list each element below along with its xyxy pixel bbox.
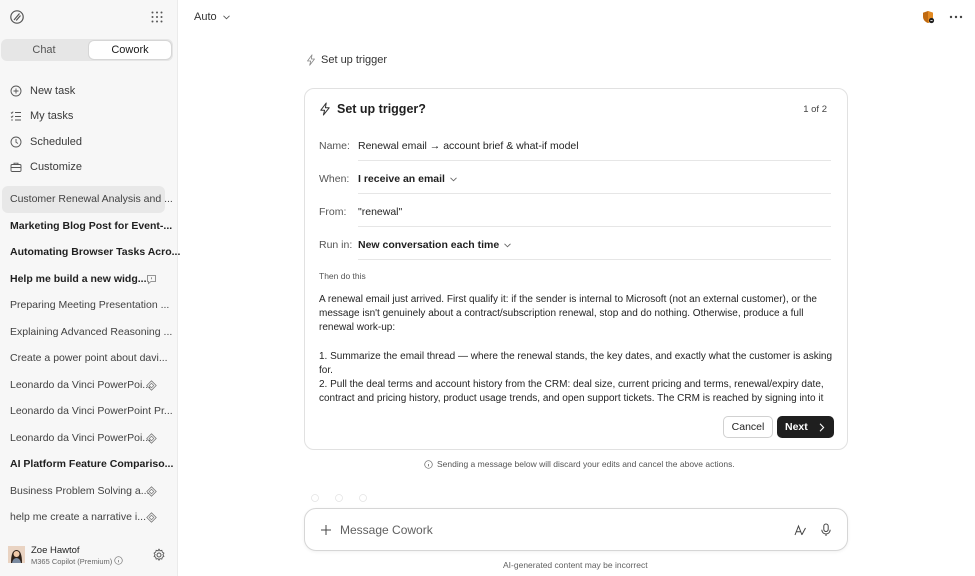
task-item[interactable] xyxy=(2,451,174,478)
trigger-step-text: Set up trigger xyxy=(321,54,388,66)
chevron-down-icon xyxy=(450,177,457,182)
diamond-icon xyxy=(146,380,157,391)
chat-bubble-icon xyxy=(146,274,157,285)
format-text-icon[interactable] xyxy=(793,523,807,537)
ai-disclaimer: AI-generated content may be incorrect xyxy=(503,560,648,570)
plus-circle-icon xyxy=(10,85,22,97)
task-label: AI Platform Feature Compariso... xyxy=(10,458,174,471)
task-label: help me create a narrative i... xyxy=(10,511,146,524)
trigger-step-label xyxy=(306,54,387,66)
nav-label: Scheduled xyxy=(30,135,82,148)
task-item[interactable] xyxy=(2,478,165,505)
tab-cowork[interactable]: Cowork xyxy=(89,41,171,59)
copilot-logo-icon[interactable] xyxy=(9,9,25,25)
plus-icon[interactable] xyxy=(320,524,332,536)
instructions-intro: A renewal email just arrived. First qualify it: if the sender is internal to Microsoft (not an external customer), or the message isn't genuinely about a contract/subscription renewal, stop and do nothing. Otherwise, produce a full renewal work-up: xyxy=(319,294,817,334)
chevron-right-icon xyxy=(819,423,825,432)
chevron-down-icon xyxy=(504,243,511,248)
task-item[interactable] xyxy=(2,425,165,452)
field-value[interactable]: "renewal" xyxy=(358,206,403,218)
faded-actions-icon xyxy=(311,492,371,498)
next-button[interactable] xyxy=(777,416,834,438)
task-label: Business Problem Solving a... xyxy=(10,484,150,497)
info-icon[interactable] xyxy=(114,556,123,565)
field-underline xyxy=(358,160,831,161)
discard-notice-text: Sending a message below will discard your edits and cancel the above actions. xyxy=(437,459,735,469)
checklist-icon xyxy=(10,110,22,122)
message-input[interactable] xyxy=(340,521,760,539)
task-label: Help me build a new widg... xyxy=(10,272,147,285)
task-item[interactable] xyxy=(2,504,165,531)
task-label: Leonardo da Vinci PowerPoi... xyxy=(10,431,152,444)
lightning-icon xyxy=(306,54,316,66)
instructions-step: 1. Summarize the email thread — where the renewal stands, the key dates, and exactly what the customer is asking for. xyxy=(319,350,833,376)
field-label: Name: xyxy=(319,140,350,152)
field-name[interactable] xyxy=(319,131,831,161)
tab-chat[interactable]: Chat xyxy=(32,44,56,56)
instructions-textarea[interactable] xyxy=(319,293,835,405)
user-plan: M365 Copilot (Premium) xyxy=(31,557,113,566)
model-selector[interactable] xyxy=(194,11,230,23)
task-item[interactable] xyxy=(2,186,173,213)
task-item[interactable] xyxy=(2,292,170,319)
task-item[interactable] xyxy=(2,319,173,346)
instructions-step: 2. Pull the deal terms and account history from the CRM: deal size, current pricing and terms, renewal/expiry date, contract and pricing history, product usage trends, and open support tickets. The CRM is reached by signing into it xyxy=(319,379,824,405)
sidebar-top xyxy=(9,9,165,27)
task-label: Preparing Meeting Presentation ... xyxy=(10,299,170,312)
gear-icon[interactable] xyxy=(152,548,166,562)
diamond-icon xyxy=(146,512,157,523)
field-label: Run in: xyxy=(319,239,353,251)
field-underline xyxy=(358,226,831,227)
card-title xyxy=(319,102,426,116)
field-label: From: xyxy=(319,206,347,218)
message-composer xyxy=(304,508,848,551)
nav-customize[interactable] xyxy=(0,155,178,181)
task-label: Create a power point about davi... xyxy=(10,352,168,365)
discard-notice xyxy=(424,459,735,469)
task-item[interactable] xyxy=(2,372,165,399)
clock-icon xyxy=(10,136,22,148)
microphone-icon[interactable] xyxy=(820,523,832,537)
lightning-icon xyxy=(319,102,331,116)
nav-label: My tasks xyxy=(30,110,74,123)
diamond-icon xyxy=(146,486,157,497)
task-item[interactable] xyxy=(2,213,173,240)
task-label: Explaining Advanced Reasoning ... xyxy=(10,325,173,338)
then-label: Then do this xyxy=(319,271,366,281)
next-label: Next xyxy=(785,421,808,433)
task-list xyxy=(0,186,181,531)
nav-scheduled[interactable] xyxy=(0,129,178,155)
task-label: Customer Renewal Analysis and ... xyxy=(10,193,173,206)
chevron-down-icon xyxy=(223,15,230,20)
card-title-text: Set up trigger? xyxy=(337,102,426,116)
trigger-card xyxy=(304,88,848,450)
task-label: Leonardo da Vinci PowerPoint Pr... xyxy=(10,405,173,418)
user-profile[interactable] xyxy=(8,544,168,568)
nav-label: New task xyxy=(30,84,76,97)
field-from[interactable] xyxy=(319,197,831,227)
task-label: Leonardo da Vinci PowerPoi... xyxy=(10,378,152,391)
task-item[interactable] xyxy=(2,239,181,266)
field-label: When: xyxy=(319,173,350,185)
info-icon xyxy=(424,460,433,469)
task-item[interactable] xyxy=(2,398,173,425)
task-item[interactable] xyxy=(2,345,168,372)
nav-new-task[interactable] xyxy=(0,78,178,104)
cancel-button[interactable]: Cancel xyxy=(723,416,773,438)
app-launcher-icon[interactable] xyxy=(151,11,163,23)
avatar xyxy=(8,546,25,563)
nav-my-tasks[interactable] xyxy=(0,104,178,130)
shield-icon[interactable] xyxy=(921,10,935,24)
task-item[interactable] xyxy=(2,266,165,293)
model-label: Auto xyxy=(194,11,217,23)
dropdown-value: I receive an email xyxy=(358,173,445,185)
sidebar xyxy=(0,0,181,576)
field-when[interactable] xyxy=(319,164,831,194)
user-name: Zoe Hawtof xyxy=(31,545,80,556)
run-in-dropdown[interactable] xyxy=(358,239,511,251)
briefcase-icon xyxy=(10,161,22,173)
field-underline xyxy=(358,259,831,260)
nav-label: Customize xyxy=(30,161,82,174)
when-dropdown[interactable] xyxy=(358,173,457,185)
field-underline xyxy=(358,193,831,194)
field-run-in[interactable] xyxy=(319,230,831,260)
step-pager: 1 of 2 xyxy=(803,104,827,115)
sidebar-nav xyxy=(0,78,178,180)
more-options-icon[interactable] xyxy=(949,15,963,19)
field-value[interactable]: Renewal email → account brief & what-if model xyxy=(358,140,579,152)
dropdown-value: New conversation each time xyxy=(358,239,500,251)
task-label: Marketing Blog Post for Event-... xyxy=(10,219,173,232)
diamond-icon xyxy=(146,433,157,444)
task-label: Automating Browser Tasks Acro... xyxy=(10,246,181,259)
mode-toggle xyxy=(1,39,173,61)
